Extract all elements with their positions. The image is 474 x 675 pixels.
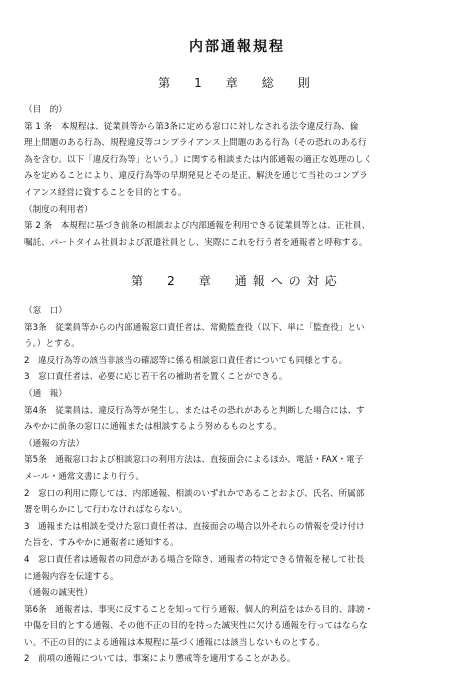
article-heading: （通報の方法） bbox=[24, 438, 85, 449]
document-title: 内部通報規程 bbox=[189, 39, 285, 55]
chapter-2-title: 第 2 章 通報への対応 bbox=[131, 274, 343, 288]
chapter-2-body bbox=[24, 303, 452, 668]
article-heading: （窓 口） bbox=[24, 306, 67, 316]
chapter-1-title: 第 1 章 総 則 bbox=[158, 76, 316, 90]
article-5-line: メール・通常文書により行う。 bbox=[24, 471, 145, 482]
article-5-line: 4 窓口責任者は通報者の同意がある場合を除き、通報者の特定できる情報を秘して社長 bbox=[24, 554, 365, 565]
article-heading: （制度の利用者） bbox=[24, 204, 93, 215]
article-5-line: た旨を、すみやかに通報者に通知する。 bbox=[24, 538, 179, 549]
article-6-line: 中傷を目的とする通報、その他不正の目的を持った誠実性に欠ける通報を行ってはならな bbox=[24, 621, 368, 632]
article-4-line: 第4条 従業員は、違反行為等が発生し、またはその恐れがあると判断した場合には、す bbox=[24, 405, 365, 416]
article-heading: （通 報） bbox=[24, 388, 67, 399]
article-1-line: 第 1 条 本規程は、従業員等から第3条に定める窓口に対しなされる法令違反行為、倫 bbox=[24, 121, 359, 132]
article-6-line: 第6条 通報者は、事実に反することを知って行う通報、個人的利益をはかる目的、誹謗・ bbox=[24, 604, 374, 615]
article-5-line: 署を明らかにして行わなければならない。 bbox=[24, 505, 188, 516]
article-1-line: みを定めることにより、違反行為等の早期発見とその是正、解決を通じて当社のコンプラ bbox=[24, 171, 368, 182]
article-6-line: 2 前項の通報については、事案により懲戒等を適用することがある。 bbox=[24, 654, 296, 665]
article-5-line: 第5条 通報窓口および相談窓口の利用方法は、直接面会によるほか、電話・FAX・電子 bbox=[24, 455, 364, 466]
article-3-line: 3 窓口責任者は、必要に応じ若干名の補助者を置くことができる。 bbox=[24, 372, 288, 383]
article-1-line: イアンス経営に資することを目的とする。 bbox=[24, 187, 187, 198]
article-3-line: 第3条 従業員等からの内部通報窓口責任者は、常勤監査役（以下、単に「監査役」とい bbox=[24, 322, 365, 333]
article-1-line: 為を含む。以下「違反行為等」という。）に関する相談または内部通報の適正な処理のしく bbox=[24, 154, 373, 165]
article-2-line: 嘱託、パートタイム社員および派遣社員とし、実際にこれを行う者を通報者と呼称する。 bbox=[24, 237, 368, 248]
chapter-1-body bbox=[24, 102, 452, 251]
article-3-line: 2 違反行為等の該当非該当の確認等に係る相談窓口責任者についても同様とする。 bbox=[24, 355, 348, 366]
article-5-line: 2 窓口の利用に際しては、内部通報、相談のいずれかであることおよび、氏名、所属部 bbox=[24, 488, 365, 499]
article-5-line: に通報内容を伝達する。 bbox=[24, 571, 119, 582]
article-5-line: 3 通報または相談を受けた窓口責任者は、直接面会の場合以外それらの情報を受け付け bbox=[24, 521, 365, 532]
article-3-line: う。）とする。 bbox=[24, 339, 80, 350]
article-2-line: 第 2 条 本規程に基づき前条の相談および内部通報を利用できる従業員等とは、正社員、 bbox=[24, 221, 371, 232]
article-1-line: 理上問題のある行為、規程違反等コンプライアンス上問題のある行為（その恐れのある行 bbox=[24, 138, 367, 149]
article-4-line: みやかに前条の窓口に通報または相談するよう努めるものとする。 bbox=[24, 422, 282, 433]
article-6-line: い。不正の目的による通報は本規程に基づく通報には該当しないものとする。 bbox=[24, 637, 325, 648]
article-heading: （通報の誠実性） bbox=[24, 588, 93, 599]
article-heading: （目 的） bbox=[24, 105, 67, 115]
